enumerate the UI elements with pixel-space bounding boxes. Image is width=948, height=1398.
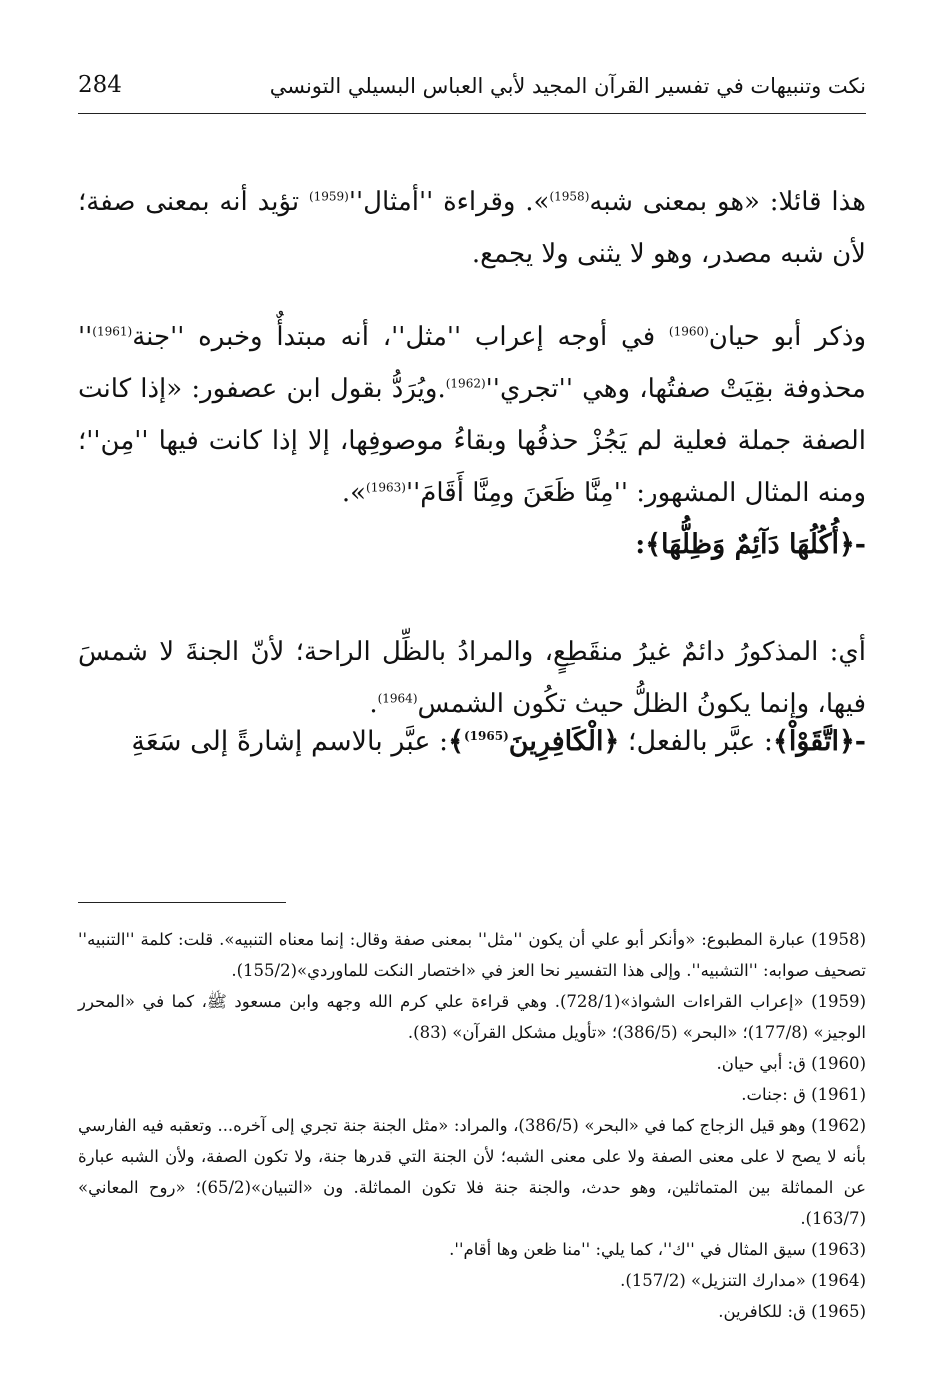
footnote-ref: (1959): [308, 189, 349, 204]
page-number: 284: [78, 72, 122, 98]
footnotes: [78, 924, 866, 1327]
verse-heading-1: [78, 520, 866, 570]
heading-2-text-1: : عبَّر بالفعل؛: [619, 726, 774, 757]
footnote-1958: (1958) عبارة المطبوع: «وأنكر أبو علي أن يكون ''مثل'' بمعنى صفة وقال: إنما معناه التنبيه». قلت: كلمة ''التنبيه'' تصحيف صوابه: ''التشبيه''. وإلى هذا التفسير نحا العز في «اختصار النكت للماوردي»(155/2).: [78, 930, 866, 980]
footnote-1965: (1965) ق: للكافرين.: [718, 1302, 866, 1321]
footnote-1962: (1962) وهو قيل الزجاج كما في «البحر» (386/5)، والمراد: «مثل الجنة جنة تجري إلى آخره... وتعقبه فيه الفارسي بأنه لا يصح لا على معنى الصفة ولا على معنى الشبه؛ لأن الجنة التي قدرها جنة، ولا تكون الصفة، ولأن الشبه عبارة عن المماثلة بين المتماثلين، وهو حدث، والجنة جنة فلا تكون المماثلة. ون «التبيان»(65/2)؛ «روح المعاني» (163/7).: [78, 1116, 866, 1228]
footnote-ref: (1964): [377, 691, 418, 706]
quran-verse-1: ﴿أُكُلُهَا دَآئِمٌ وَظِلُّهَا﴾: [645, 529, 855, 560]
footnote-ref: (1962): [445, 376, 486, 391]
running-title: نكت وتنبيهات في تفسير القرآن المجيد لأبي العباس البسيلي التونسي: [269, 74, 866, 98]
footnote-1963: (1963) سيق المثال في ''ك''، كما يلي: ''منا ظعن وها أقام''.: [449, 1240, 866, 1259]
paragraph-3: أي: المذكورُ دائمٌ غيرُ منقَطِعٍ، والمرادُ بالظِّل الراحة؛ لأنّ الجنةَ لا شمسَ فيها، وإنما يكونُ الظلُّ حيث تكُون الشمس$^{(1964)}$.: [78, 637, 866, 719]
paragraph-2: وذكر أبو حيان$^{(1960)}$ في أوجه إعراب ''مثل''، أنه مبتدأٌ وخبره ''جنة$^{(1961)}$'' محذوفة بقِيَتْ صفتُها، وهي ''$تجري''^{(1962)}.ويُرَدُّ$ بقول ابن عصفور: «إذا كانت الصفة جملة فعلية لم يَجُزْ حذفُها وبقاءُ موصوفِها، إلا إذا كانت فيها ''مِن''؛ ومنه المثال المشهور: ''مِنَّا ظَعَنَ ومِنَّا $أَقَامَ''^{(1963)}$».: [78, 322, 866, 508]
footnote-ref: (1961): [92, 324, 133, 339]
footnote-separator: [78, 902, 286, 903]
footnote-1959: (1959) «إعراب القراءات الشواذ»(728/1). وهي قراءة علي كرم الله وجهه وابن مسعود ﷺ، كما في «المحرر الوجيز» (177/8)؛ «البحر» (386/5)؛ «تأويل مشكل القرآن» (83).: [78, 992, 866, 1042]
footnote-1961: (1961) ق :جنات.: [741, 1085, 866, 1104]
footnote-ref: (1958): [549, 189, 590, 204]
quran-word-ittaqaw: -﴿اتَّقَوْاْ﴾: [773, 726, 866, 757]
book-page: [78, 0, 866, 1398]
heading-dash: -: [854, 529, 866, 560]
verse-heading-2: [78, 717, 866, 767]
footnote-1964: (1964) «مدارك التنزيل» (157/2).: [620, 1271, 866, 1290]
footnote-1960: (1960) ق: أبي حيان.: [716, 1054, 866, 1073]
paragraph-1: هذا قائلا: «هو بمعنى شبه$^{(1958)}$». وقراءة ''$أمثال''^{(1959)}$ تؤيد أنه بمعنى صفة؛ لأن شبه مصدر، وهو لا يثنى ولا يجمع.: [78, 187, 866, 269]
heading-colon: :: [635, 529, 646, 560]
footnote-ref: (1965): [463, 729, 509, 743]
header-rule: [78, 113, 866, 114]
footnote-ref: (1960): [668, 324, 709, 339]
footnote-ref: (1963): [366, 480, 406, 495]
quran-word-alkafirin: ﴿الْكَافِرِينَ$^{(1965)}$﴾: [448, 726, 620, 757]
page-header: [78, 70, 866, 114]
heading-2-text-2: : عبَّر بالاسم إشارةً إلى سَعَةِ: [131, 726, 449, 757]
